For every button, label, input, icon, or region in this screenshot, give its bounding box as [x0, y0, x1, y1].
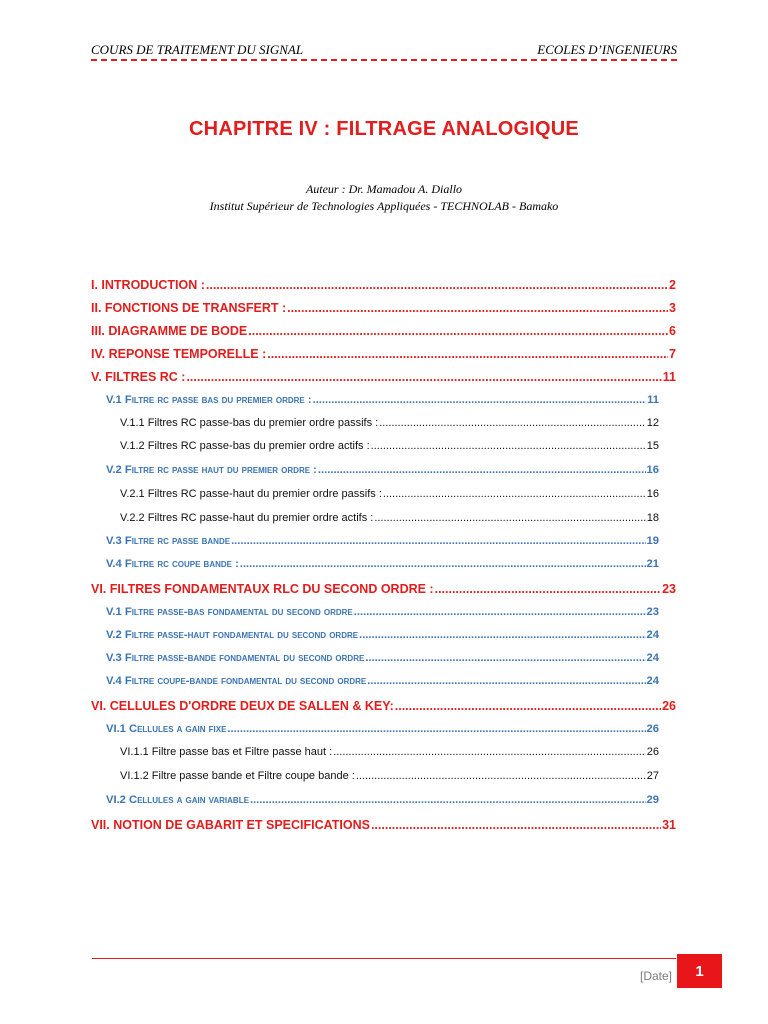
toc-dot-leader: [365, 652, 645, 664]
toc-entry-page: 24: [646, 629, 659, 641]
toc-entry-label: V.1.1 Filtres RC passe-bas du premier ordre passifs :: [120, 417, 379, 429]
toc-entry[interactable]: [106, 652, 659, 670]
toc-entry-page: 19: [646, 535, 659, 547]
toc-entry[interactable]: [120, 746, 659, 762]
chapter-title: CHAPITRE IV : FILTRAGE ANALOGIQUE: [189, 118, 579, 140]
toc-entry[interactable]: [106, 464, 659, 482]
toc-entry-label: I. INTRODUCTION :: [91, 278, 205, 292]
toc-entry-label: VI. FILTRES FONDAMENTAUX RLC DU SECOND ORDRE :: [91, 582, 434, 596]
toc-entry-label: V.1 Filtre rc passe bas du premier ordre :: [106, 394, 312, 406]
toc-entry-page: 26: [646, 723, 659, 735]
toc-entry[interactable]: [120, 770, 659, 786]
toc-entry-page: 16: [646, 464, 659, 476]
toc-entry-label: V.2.1 Filtres RC passe-haut du premier ordre passifs :: [120, 488, 382, 500]
toc-entry-label: V.3 Filtre rc passe bande: [106, 535, 231, 547]
toc-entry[interactable]: [106, 606, 659, 624]
toc-dot-leader: [267, 347, 668, 361]
toc-entry[interactable]: [91, 818, 676, 836]
toc-entry-label: II. FONCTIONS DE TRANSFERT :: [91, 301, 287, 315]
toc-entry-label: VI.1 Cellules a gain fixe: [106, 723, 227, 735]
toc-dot-leader: [248, 324, 668, 338]
toc-entry-label: V. FILTRES RC :: [91, 370, 186, 384]
toc-dot-leader: [379, 417, 646, 429]
toc-dot-leader: [367, 675, 645, 687]
toc-entry[interactable]: [106, 558, 659, 576]
toc-entry[interactable]: [120, 512, 659, 528]
toc-entry[interactable]: [120, 440, 659, 456]
footer-rule: [92, 958, 676, 959]
toc-entry-page: 23: [646, 606, 659, 618]
toc-dot-leader: [250, 794, 646, 806]
toc-entry-page: 26: [662, 699, 676, 713]
toc-entry-page: 24: [646, 675, 659, 687]
toc-dot-leader: [374, 512, 645, 524]
toc-entry[interactable]: [91, 582, 676, 600]
toc-entry-label: VI.2 Cellules a gain variable: [106, 794, 249, 806]
toc-dot-leader: [435, 582, 662, 596]
toc-entry-label: V.1 Filtre passe-bas fondamental du second ordre: [106, 606, 353, 618]
toc-dot-leader: [287, 301, 668, 315]
toc-entry-label: VII. NOTION DE GABARIT ET SPECIFICATIONS: [91, 818, 370, 832]
toc-entry[interactable]: [106, 675, 659, 693]
toc-entry-page: 31: [662, 818, 676, 832]
toc-entry[interactable]: [91, 347, 676, 365]
toc-entry-label: V.2 Filtre rc passe haut du premier ordre :: [106, 464, 317, 476]
toc-dot-leader: [395, 699, 661, 713]
toc-entry-label: V.2.2 Filtres RC passe-haut du premier ordre actifs :: [120, 512, 374, 524]
toc-entry[interactable]: [91, 370, 676, 388]
toc-entry-label: V.1.2 Filtres RC passe-bas du premier ordre actifs :: [120, 440, 370, 452]
toc-entry-page: 3: [669, 301, 676, 315]
toc-entry-label: V.4 Filtre coupe-bande fondamental du second ordre: [106, 675, 367, 687]
toc-entry[interactable]: [120, 488, 659, 504]
toc-dot-leader: [313, 394, 647, 406]
toc-dot-leader: [206, 278, 668, 292]
toc-dot-leader: [318, 464, 646, 476]
toc-entry-label: V.2 Filtre passe-haut fondamental du second ordre: [106, 629, 359, 641]
toc-entry-label: VI. CELLULES D'ORDRE DEUX DE SALLEN & KEY:: [91, 699, 394, 713]
author-line: Auteur : Dr. Mamadou A. Diallo: [305, 182, 463, 196]
toc-dot-leader: [333, 746, 646, 758]
toc-entry-page: 21: [646, 558, 659, 570]
toc-entry-page: 15: [646, 440, 659, 452]
toc-entry-label: V.3 Filtre passe-bande fondamental du second ordre: [106, 652, 365, 664]
toc-entry[interactable]: [106, 794, 659, 812]
toc-entry-page: 16: [646, 488, 659, 500]
toc-dot-leader: [227, 723, 645, 735]
toc-dot-leader: [383, 488, 646, 500]
toc-dot-leader: [359, 629, 645, 641]
institute-line: Institut Supérieur de Technologies Appliquées - TECHNOLAB - Bamako: [209, 199, 559, 213]
toc-dot-leader: [356, 770, 646, 782]
toc-entry-page: 23: [662, 582, 676, 596]
header-course-title: COURS DE TRAITEMENT DU SIGNAL: [91, 42, 304, 57]
toc-entry[interactable]: [91, 278, 676, 296]
toc-entry[interactable]: [91, 324, 676, 342]
toc-dot-leader: [240, 558, 646, 570]
toc-entry-page: 7: [669, 347, 676, 361]
toc-dot-leader: [354, 606, 646, 618]
page-number: 1: [695, 962, 704, 980]
toc-entry-label: V.4 Filtre rc coupe bande :: [106, 558, 239, 570]
toc-entry-label: VI.1.2 Filtre passe bande et Filtre coupe bande :: [120, 770, 355, 782]
toc-entry[interactable]: [91, 699, 676, 717]
toc-entry-page: 18: [646, 512, 659, 524]
toc-entry-label: III. DIAGRAMME DE BODE: [91, 324, 248, 338]
page-number-box: [677, 954, 722, 988]
toc-entry-page: 12: [646, 417, 659, 429]
toc-entry[interactable]: [91, 301, 676, 319]
toc-dot-leader: [186, 370, 661, 384]
toc-dot-leader: [231, 535, 645, 547]
footer-date: [Date]: [639, 969, 672, 983]
toc-entry-page: 11: [647, 394, 659, 406]
toc-entry-page: 24: [646, 652, 659, 664]
toc-entry-page: 2: [669, 278, 676, 292]
toc-entry[interactable]: [106, 535, 659, 553]
toc-entry[interactable]: [106, 723, 659, 741]
toc-entry[interactable]: [106, 394, 659, 412]
toc-entry-page: 29: [646, 794, 659, 806]
toc-entry-page: 26: [646, 746, 659, 758]
toc-entry[interactable]: [106, 629, 659, 647]
toc-entry-label: VI.1.1 Filtre passe bas et Filtre passe haut :: [120, 746, 333, 758]
toc-entry-label: IV. REPONSE TEMPORELLE :: [91, 347, 267, 361]
toc-dot-leader: [371, 818, 661, 832]
toc-entry-page: 11: [662, 370, 676, 384]
toc-entry-page: 27: [646, 770, 659, 782]
toc-dot-leader: [371, 440, 646, 452]
toc-entry-page: 6: [669, 324, 676, 338]
toc-entry[interactable]: [120, 417, 659, 433]
header-school: ECOLES D’INGENIEURS: [537, 42, 677, 57]
